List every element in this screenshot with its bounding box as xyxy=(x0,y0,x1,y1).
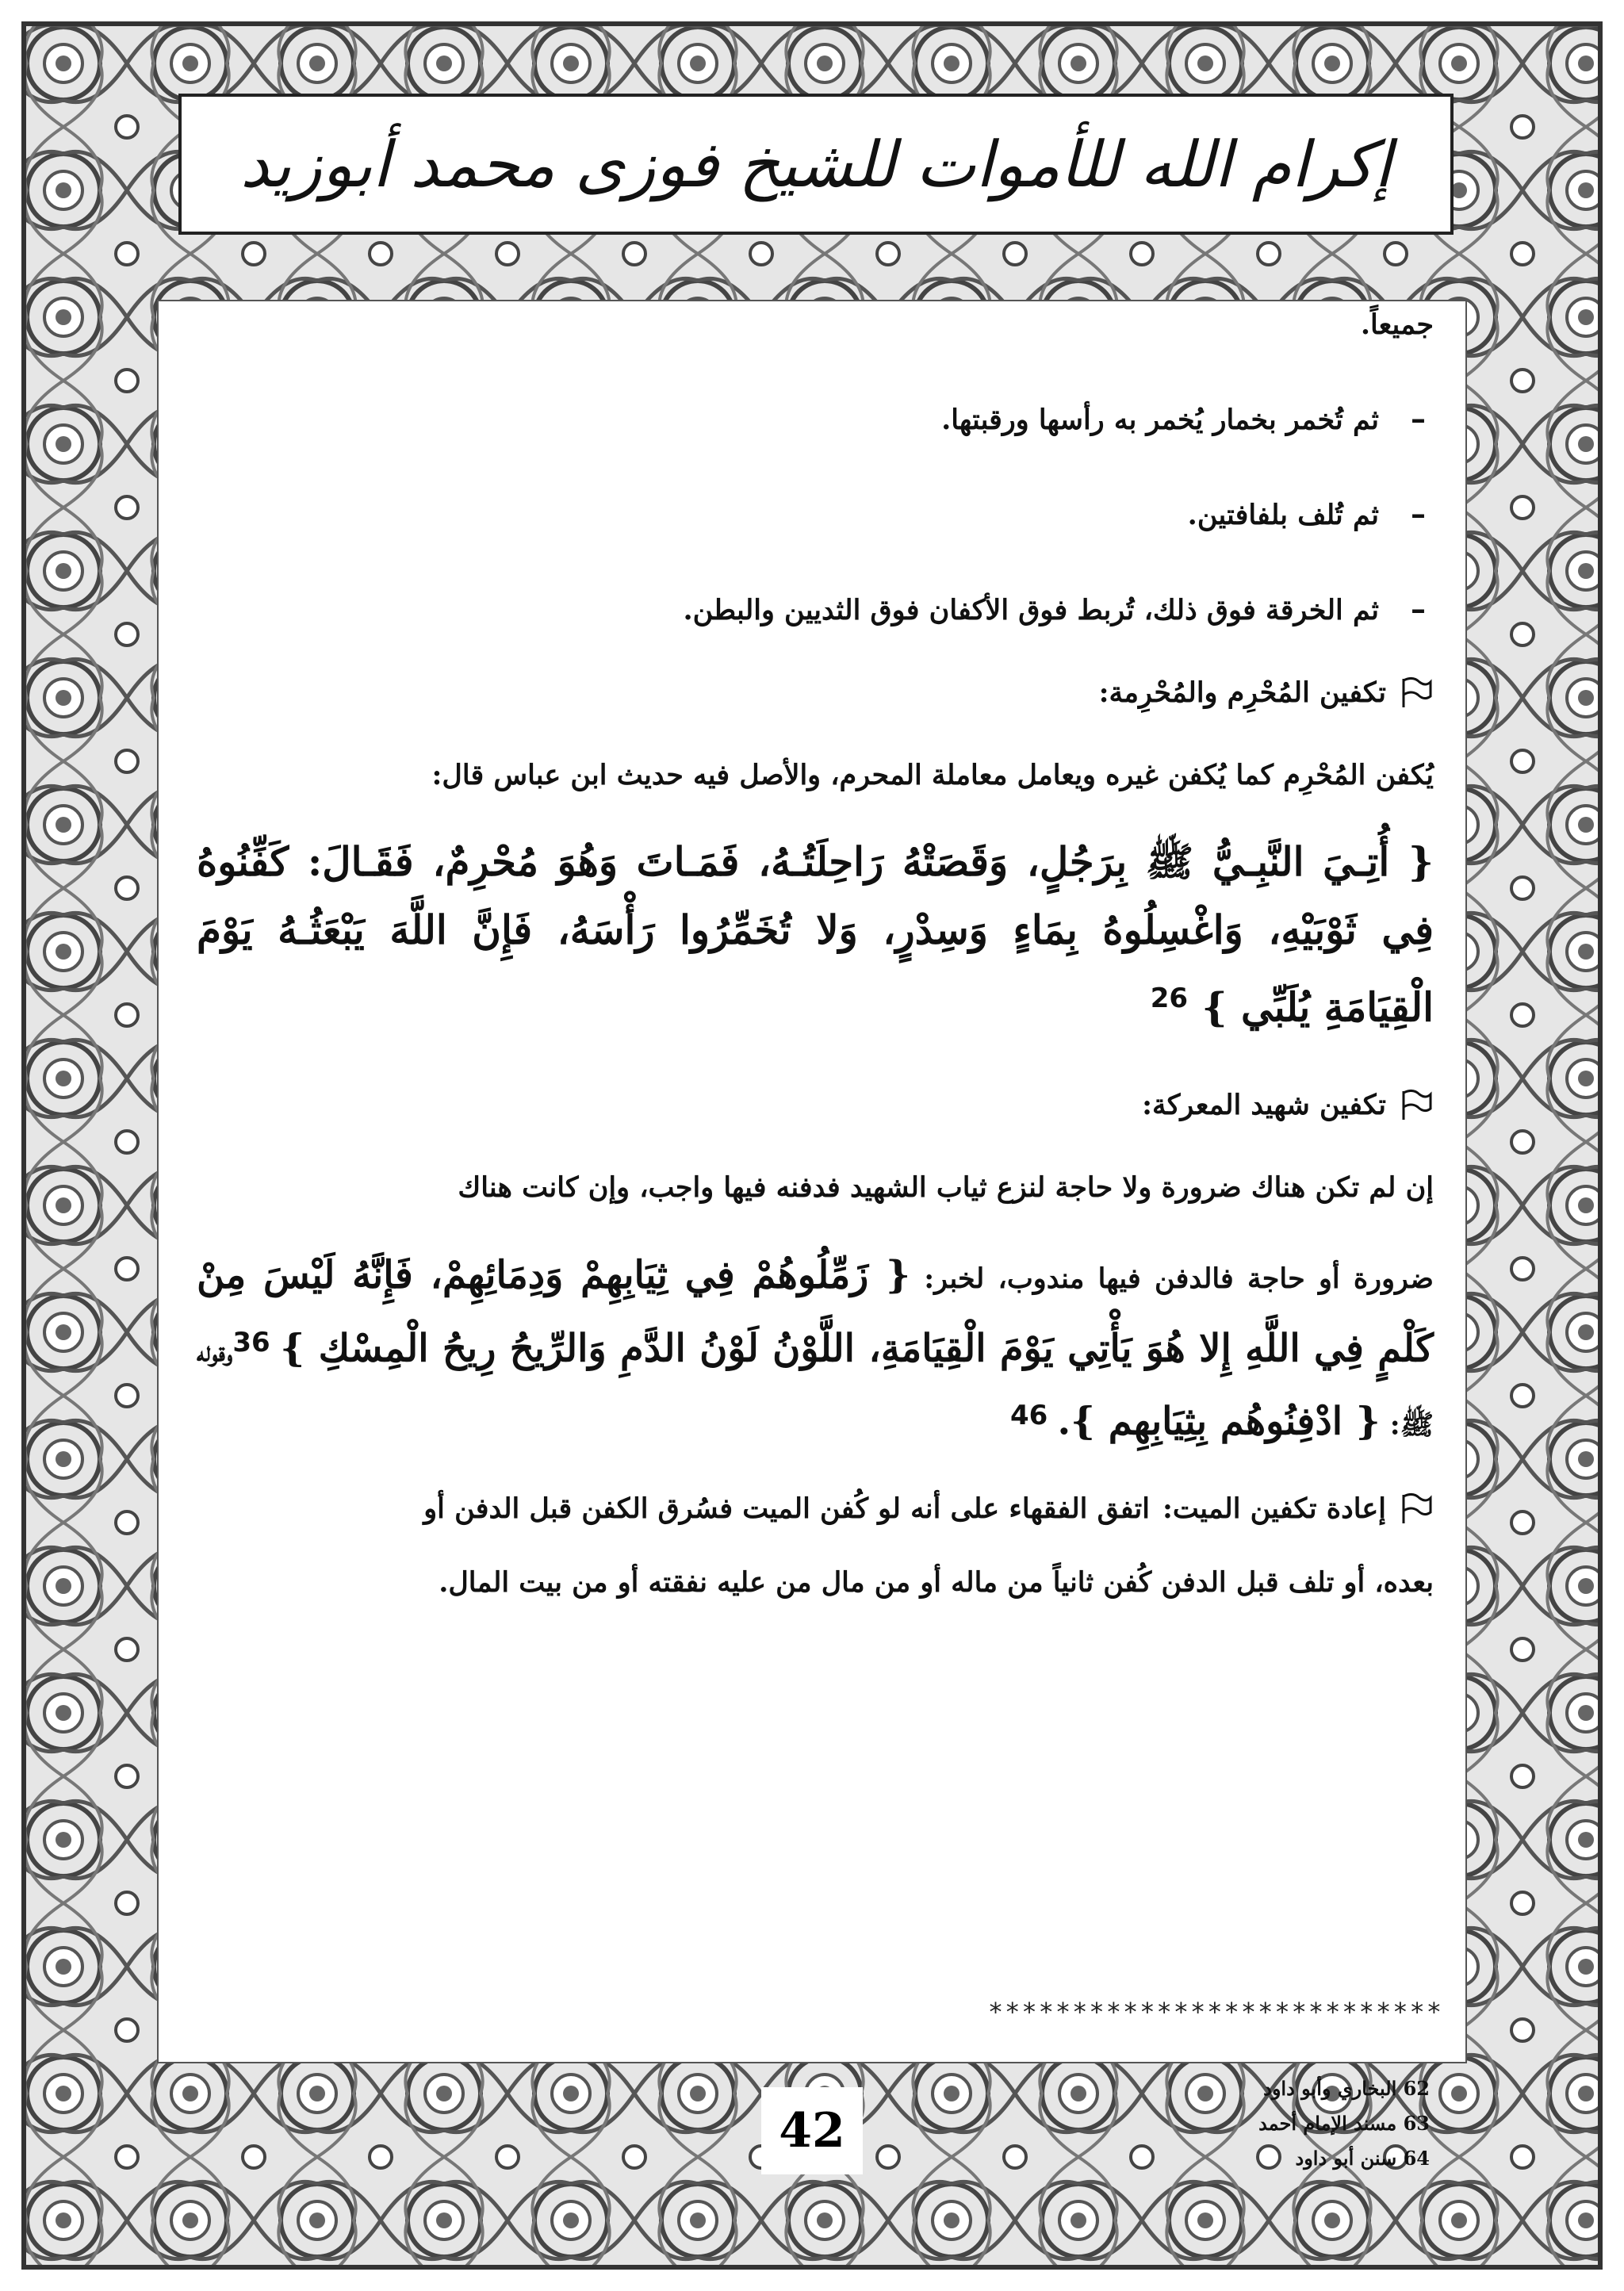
list-item-text: ثم تُخمر بخمار يُخمر به رأسها ورقبتها. xyxy=(941,404,1379,436)
flag-icon xyxy=(1399,1088,1434,1123)
paragraph: يُكفن المُحْرِم كما يُكفن غيره ويعامل معاملة المحرم، والأصل فيه حديث ابن عباس قال: xyxy=(431,759,1434,791)
text-line: جميعاً. xyxy=(1360,308,1434,341)
flag-icon xyxy=(1399,676,1434,711)
section-heading xyxy=(197,669,1434,717)
heading-text: تكفين المُحْرِم والمُحْرِمة: xyxy=(1098,676,1386,709)
list-item xyxy=(197,587,1434,634)
dash-bullet-icon: – xyxy=(1411,496,1426,531)
heading-text: تكفين شهيد المعركة: xyxy=(1142,1088,1386,1121)
footnote-ref: 26 xyxy=(1150,983,1189,1014)
heading-text: إعادة تكفين الميت: xyxy=(1162,1492,1386,1525)
section-heading xyxy=(197,1485,1434,1533)
main-content xyxy=(197,301,1434,1640)
list-item xyxy=(197,397,1434,444)
paragraph-text: اتفق الفقهاء على أنه لو كُفن الميت فسُرق الكفن قبل الدفن أو xyxy=(423,1492,1150,1525)
footnote-ref: 36 xyxy=(232,1326,270,1358)
hadith-quote xyxy=(197,828,1434,1042)
paragraph: إن لم تكن هناك ضرورة ولا حاجة لنزع ثياب الشهيد فدفنه فيها واجب، وإن كانت هناك xyxy=(458,1170,1434,1204)
hadith-text: { زَمِّلُوهُمْ فِي ثِيَابِهِمْ وَدِمَائِهِمْ، فَإِنَّهُ لَيْسَ مِنْ كَلْمٍ فِي اللَّهِ إِلا هُوَ يَأْتِي يَوْمَ الْقِيَامَةِ، اللَّوْنُ لَوْنُ الدَّمِ وَالرِّيحُ رِيحُ الْمِسْكِ } xyxy=(197,1252,1434,1371)
footnote-item: 64 سنن أبو داود xyxy=(1295,2147,1430,2170)
hadith-text: { ادْفِنُوهُم بِثِيَابِهِم }. xyxy=(1057,1399,1381,1444)
dash-bullet-icon: – xyxy=(1411,591,1426,626)
page-number: 42 xyxy=(761,2087,863,2174)
footnote-list xyxy=(1258,2071,1430,2176)
list-item xyxy=(197,492,1434,539)
page-title: إكرام الله للأموات للشيخ فوزى محمد أبوزيد xyxy=(240,127,1392,201)
footnote-ref: 46 xyxy=(1009,1400,1048,1432)
paragraph xyxy=(197,1243,1434,1458)
flag-icon xyxy=(1399,1492,1434,1527)
list-item-text: ثم الخرقة فوق ذلك، تُربط فوق الأكفان فوق الثديين والبطن. xyxy=(683,594,1379,626)
footnote-item: 63 مسند الإمام أحمد xyxy=(1258,2112,1430,2135)
dash-bullet-icon: – xyxy=(1411,400,1426,436)
paragraph: بعده، أو تلف قبل الدفن كُفن ثانياً من ماله أو من مال من عليه نفقته أو من بيت المال. xyxy=(439,1565,1434,1599)
footnote-item: 62 البخاري وأبو داود xyxy=(1263,2077,1430,2100)
section-heading xyxy=(197,1082,1434,1129)
title-banner xyxy=(178,94,1454,235)
hadith-text: { أُتِـيَ النَّبِـيُّ ﷺ بِرَجُلٍ، وَقَصَتْهُ رَاحِلَتُـهُ، فَمَـاتَ وَهُوَ مُحْرِمٌ، فَقَـالَ: كَفِّنُوهُ فِي ثَوْبَيْهِ، وَاغْسِلُوهُ بِمَاءٍ وَسِدْرٍ، وَلا تُخَمِّرُوا رَأْسَهُ، فَإِنَّ اللَّهَ يَبْعَثُـهُ يَوْمَ الْقِيَامَةِ يُلَبِّي } xyxy=(197,838,1434,1031)
paragraph-text: ضرورة أو حاجة فالدفن فيها مندوب، لخبر: xyxy=(924,1262,1434,1295)
list-item-text: ثم تُلف بلفافتين. xyxy=(1187,499,1379,531)
footnote-separator: *************************** xyxy=(987,1997,1443,2027)
paragraph-text: وقوله ﷺ: xyxy=(197,1335,1434,1442)
